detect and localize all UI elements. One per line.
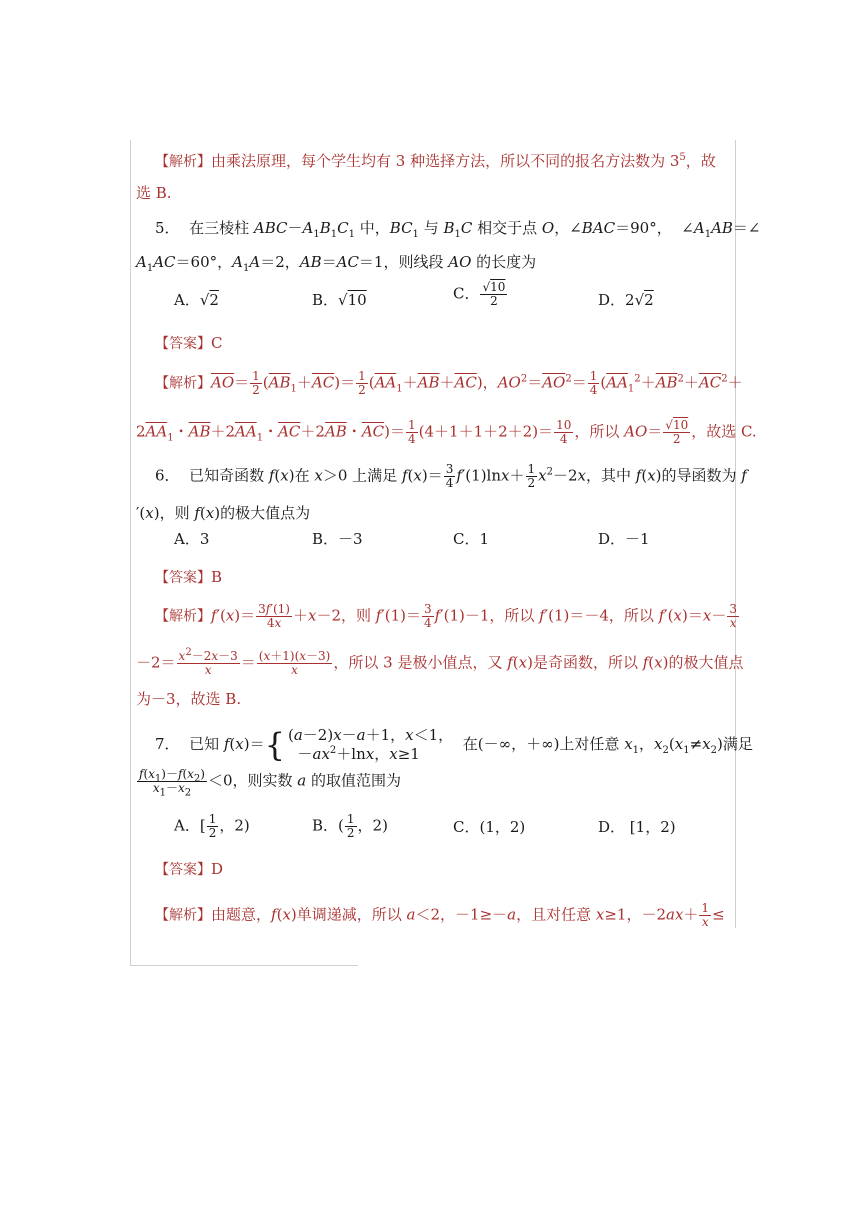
q6-analysis-line2: －2＝ $\frac{x^2-2x-3}{x}$ ＝ $\frac{(x+1)(x-3)}{x}$ ，所以 3 是极小值点，又 f(x)是奇函数，所以 f(x)的极大值点 [136,647,744,677]
q6-analysis-line3: 为－3，故选 B. [136,690,242,708]
q4-analysis-line1: 【解析】由乘法原理，每个学生均有 3 种选择方法，所以不同的报名方法数为 $3^5$，故 [155,152,716,170]
q7-option-c: C．(1，2) [453,818,526,836]
q5-option-d: D．2√2 [598,291,654,309]
q5-stem-line1: 5． 在三棱柱 $ABC-A_1B_1C_1$ 中，$BC_1$ 与 $B_1C$ 相交于点 O，∠BAC＝90°， $\angle A_1AB=\angle$ [155,219,761,240]
q4-analysis-line2: 选 B. [136,184,172,202]
page-frame-bottom-border [130,965,358,966]
q6-stem-line2: ′(x)，则 f(x)的极大值点为 [136,504,311,522]
q6-analysis-line1: 【解析】f′(x)＝ $\frac{3f'(1)}{4x}$ ＋x－2，则 f′(1)＝ $\frac{3}{4}$ f′(1)－1，所以 f′(1)＝－4，所以 f′(x)＝x－ $\frac{3}{x}$ [155,602,737,630]
q6-option-b: B．－3 [312,530,363,548]
q7-option-b: B．( $\frac{1}{2}$ ，2) [312,812,388,840]
q5-analysis-line1: 【解析】$\overline{AO}=$ $\frac{1}{2}$ $(\overline{AB}_1+\overline{AC})=$ $\frac{1}{2}$ $(\overline{AA}_1+\overline{AB}+\overline{AC})$，$AO^2=\overline{AO}^2=$ $\frac{1}{4}$ ($\overline{AA}_1^2+\overline{AB}^2+\overline{AC}^2+$ [155,369,743,397]
q7-stem-line1: 7． 已知 f(x)＝{ (a－2)x－a＋1，x＜1， $-ax^2+\ln x$，x≥1 在(－∞，＋∞)上对任意 $x_1$，$x_2(x_1\ne x_2)$满足 [155,726,753,764]
q7-stem-line2: $\frac{f(x_1)-f(x_2)}{x_1-x_2}$ ＜0，则实数 a 的取值范围为 [139,767,402,799]
q7-option-a: A．[ $\frac{1}{2}$ ，2) [174,812,250,840]
q5-option-a: A．√2 [174,291,219,309]
page-frame-right-border [735,140,736,928]
q5-answer: 【答案】C [155,334,223,352]
q6-option-c: C．1 [453,530,490,548]
q6-option-a: A．3 [174,530,210,548]
q5-option-c: C． $\frac{√10}{2}$ [453,280,506,308]
q7-analysis-line1: 【解析】由题意，f(x)单调递减，所以 a＜2，－1≥－a，且对任意 x≥1，－2ax＋ $\frac{1}{x}$ ≤ [155,901,725,929]
page-frame-left-border [130,140,131,966]
q5-option-b: B．√10 [312,291,367,309]
q5-stem-line2: $A_1AC=60^\circ$，$A_1A=2$，AB＝AC＝1，则线段 AO 的长度为 [136,253,537,274]
q5-analysis-line2: $2\overline{AA}_1$・$\overline{AB}+2\overline{AA}_1$・$\overline{AC}+2\overline{AB}$・$\overline{AC})=$ $\frac{1}{4}$ (4＋1＋1＋2＋2)＝ $\frac{10}{4}$ ，所以 AO＝ $\frac{√10}{2}$ ，故选 C. [136,418,757,446]
analysis-tag: 【解析】 [155,154,211,170]
q6-answer: 【答案】B [155,568,223,586]
q6-option-d: D．－1 [598,530,650,548]
q6-stem-line1: 6． 已知奇函数 f(x)在 x＞0 上满足 f(x)＝ $\frac{3}{4}$ f′(1)lnx＋ $\frac{1}{2}$ $x^2-2x$，其中 f(x)的导函数为 f [155,462,747,490]
q7-option-d: D． [1，2) [598,818,676,836]
q7-answer: 【答案】D [155,860,224,878]
